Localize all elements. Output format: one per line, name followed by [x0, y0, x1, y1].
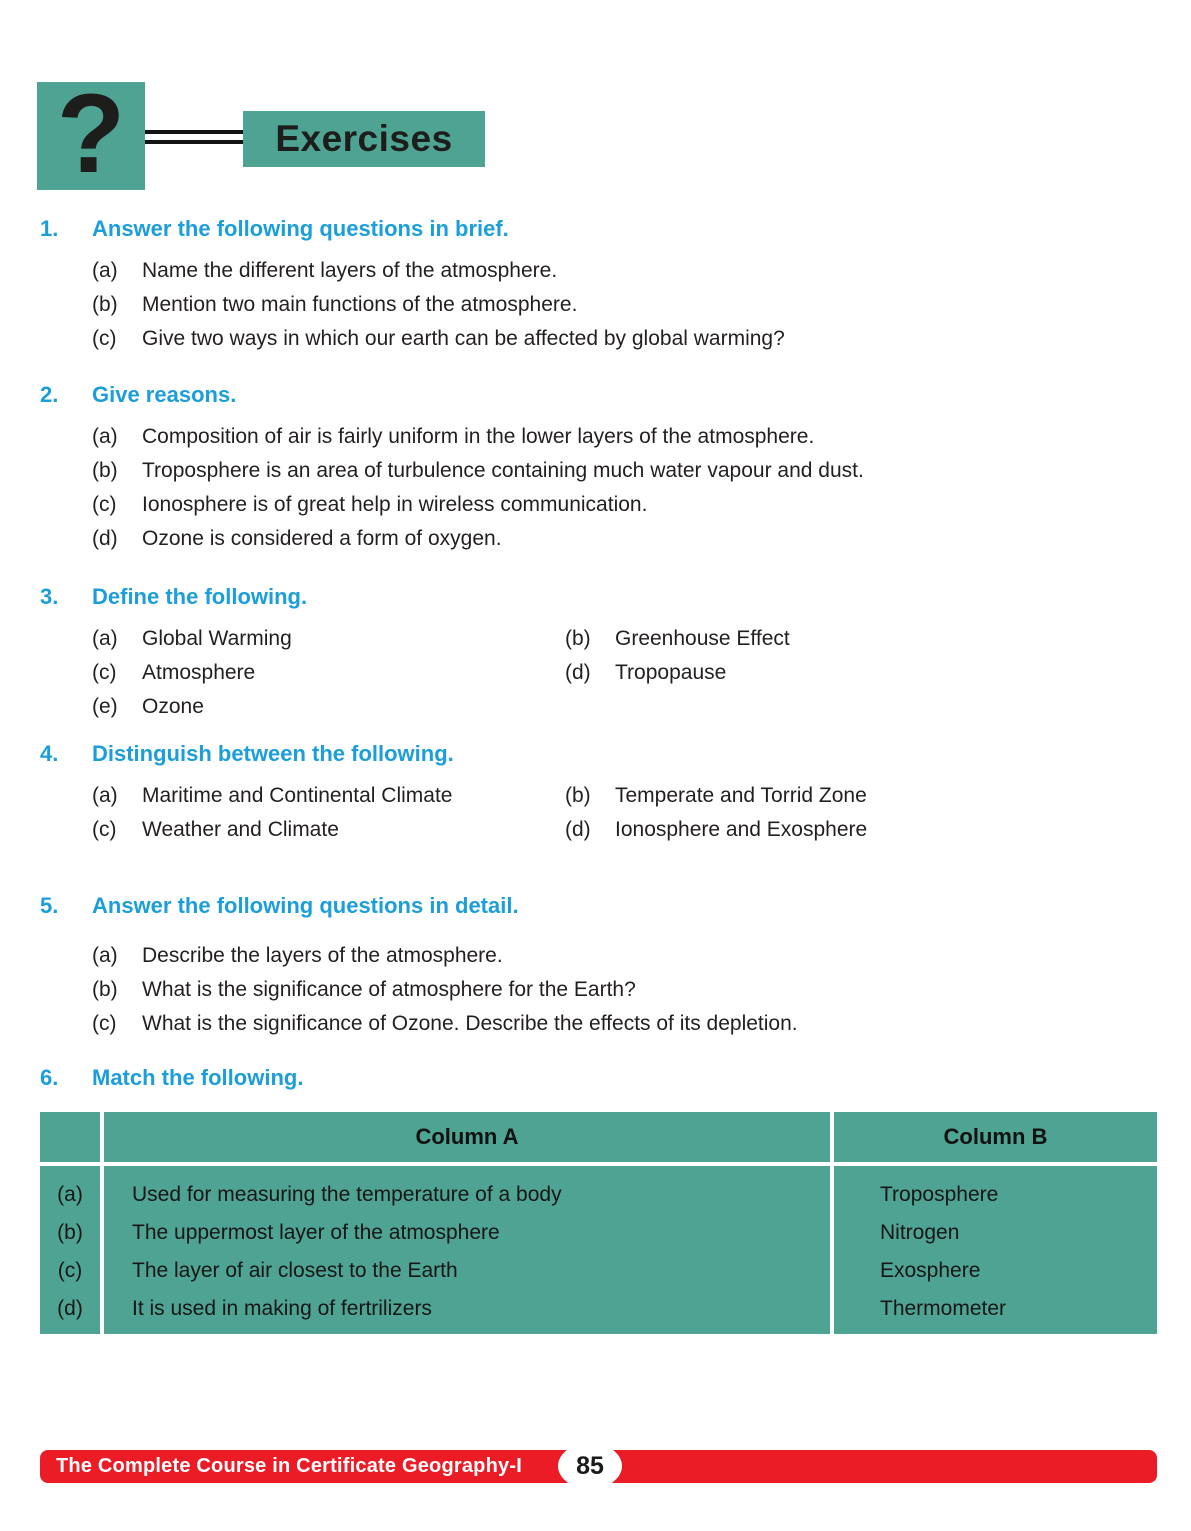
item-label: (a) — [92, 259, 118, 282]
item-text: Give two ways in which our earth can be affected by global warming? — [142, 327, 785, 350]
question-item — [92, 696, 565, 718]
item-label: (b) — [565, 784, 591, 807]
question-item — [92, 426, 1157, 448]
item-text: Mention two main functions of the atmosphere. — [142, 293, 578, 316]
item-text: Greenhouse Effect — [615, 627, 790, 650]
item-text: Troposphere is an area of turbulence containing much water vapour and dust. — [142, 459, 864, 482]
section-title: Answer the following questions in detail. — [92, 893, 519, 918]
section-heading — [40, 584, 1157, 610]
question-item — [92, 628, 565, 650]
column-b-cell: Thermometer — [880, 1297, 1007, 1320]
item-text: What is the significance of atmosphere for the Earth? — [142, 978, 636, 1001]
section-heading — [40, 1065, 1157, 1091]
item-text: Ionosphere and Exosphere — [615, 818, 868, 841]
question-item — [92, 328, 1157, 350]
question-item — [565, 662, 1157, 684]
question-item — [92, 662, 565, 684]
item-label: (d) — [565, 661, 591, 684]
double-line-connector — [145, 130, 243, 144]
section-2 — [40, 382, 1157, 550]
match-table-body — [40, 1166, 1157, 1334]
section-number: 1. — [40, 216, 59, 241]
question-item — [92, 460, 1157, 482]
section-heading — [40, 216, 1157, 242]
question-mark-icon: ? — [56, 71, 126, 196]
row-label: (b) — [57, 1221, 83, 1244]
question-item — [92, 260, 1157, 282]
item-label: (c) — [92, 327, 117, 350]
section-title: Give reasons. — [92, 382, 237, 407]
column-b-cell: Exosphere — [880, 1259, 981, 1282]
item-text: Maritime and Continental Climate — [142, 784, 453, 807]
column-a-cell: It is used in making of fertrilizers — [132, 1297, 432, 1320]
book-title: The Complete Course in Certificate Geography-I — [56, 1455, 522, 1477]
section-number: 5. — [40, 893, 59, 918]
item-text: Ionosphere is of great help in wireless communication. — [142, 493, 648, 516]
row-label: (c) — [57, 1259, 83, 1282]
item-text: Atmosphere — [142, 661, 256, 684]
column-a-cell: Used for measuring the temperature of a body — [132, 1183, 562, 1206]
item-text: Describe the layers of the atmosphere. — [142, 944, 503, 967]
section-3 — [40, 584, 1157, 718]
item-label: (d) — [92, 527, 118, 550]
page-number-badge — [558, 1443, 622, 1489]
section-title: Answer the following questions in brief. — [92, 216, 509, 241]
item-label: (a) — [92, 784, 118, 807]
item-label: (c) — [92, 1012, 117, 1035]
item-label: (d) — [565, 818, 591, 841]
question-item — [92, 294, 1157, 316]
question-item — [92, 945, 1157, 967]
item-label: (c) — [92, 818, 117, 841]
question-item — [92, 528, 1157, 550]
section-number: 6. — [40, 1065, 59, 1090]
question-item — [92, 819, 565, 841]
section-5 — [40, 893, 1157, 1035]
match-table-header — [40, 1112, 1157, 1162]
exercises-banner — [243, 111, 485, 167]
question-item — [92, 1013, 1157, 1035]
item-text: Global Warming — [142, 627, 292, 650]
item-label: (a) — [92, 425, 118, 448]
row-label: (a) — [57, 1183, 83, 1206]
question-mark-box — [37, 71, 145, 196]
column-a-header: Column A — [104, 1112, 830, 1162]
item-text: Composition of air is fairly uniform in the lower layers of the atmosphere. — [142, 425, 815, 448]
item-label: (b) — [92, 293, 118, 316]
section-4 — [40, 741, 1157, 841]
section-6 — [40, 1065, 1157, 1109]
question-item — [92, 785, 565, 807]
page-title: Exercises — [275, 118, 453, 159]
item-text: Ozone — [142, 695, 204, 718]
match-table — [40, 1112, 1157, 1334]
page-number: 85 — [576, 1451, 604, 1480]
section-title: Match the following. — [92, 1065, 304, 1090]
item-label: (b) — [92, 978, 118, 1001]
question-item — [92, 979, 1157, 1001]
column-a-cell: The layer of air closest to the Earth — [132, 1259, 458, 1282]
section-1 — [40, 216, 1157, 350]
header-corner-cell — [40, 1112, 100, 1162]
section-heading — [40, 741, 1157, 767]
column-b-cell: Nitrogen — [880, 1221, 960, 1244]
section-number: 3. — [40, 584, 59, 609]
section-title: Define the following. — [92, 584, 308, 609]
item-text: What is the significance of Ozone. Describe the effects of its depletion. — [142, 1012, 798, 1035]
item-label: (c) — [92, 661, 117, 684]
column-b-cells — [834, 1166, 1157, 1334]
item-label: (e) — [92, 695, 118, 718]
question-item — [565, 819, 1157, 841]
question-item — [565, 628, 1157, 650]
question-item — [92, 494, 1157, 516]
row-label-column — [40, 1166, 100, 1334]
item-text: Tropopause — [615, 661, 727, 684]
item-label: (a) — [92, 944, 118, 967]
item-text: Temperate and Torrid Zone — [615, 784, 867, 807]
section-heading — [40, 382, 1157, 408]
column-a-cell: The uppermost layer of the atmosphere — [132, 1221, 500, 1244]
column-a-cells — [104, 1166, 830, 1334]
section-number: 2. — [40, 382, 59, 407]
item-label: (b) — [92, 459, 118, 482]
item-text: Ozone is considered a form of oxygen. — [142, 527, 502, 550]
item-label: (b) — [565, 627, 591, 650]
question-item — [565, 785, 1157, 807]
row-label: (d) — [57, 1297, 83, 1320]
spacer — [565, 696, 1157, 718]
item-text: Weather and Climate — [142, 818, 339, 841]
column-b-cell: Troposphere — [880, 1183, 999, 1206]
column-b-header: Column B — [834, 1112, 1157, 1162]
section-title: Distinguish between the following. — [92, 741, 454, 766]
item-text: Name the different layers of the atmosphere. — [142, 259, 558, 282]
section-number: 4. — [40, 741, 59, 766]
item-label: (a) — [92, 627, 118, 650]
item-label: (c) — [92, 493, 117, 516]
section-heading — [40, 893, 1157, 919]
